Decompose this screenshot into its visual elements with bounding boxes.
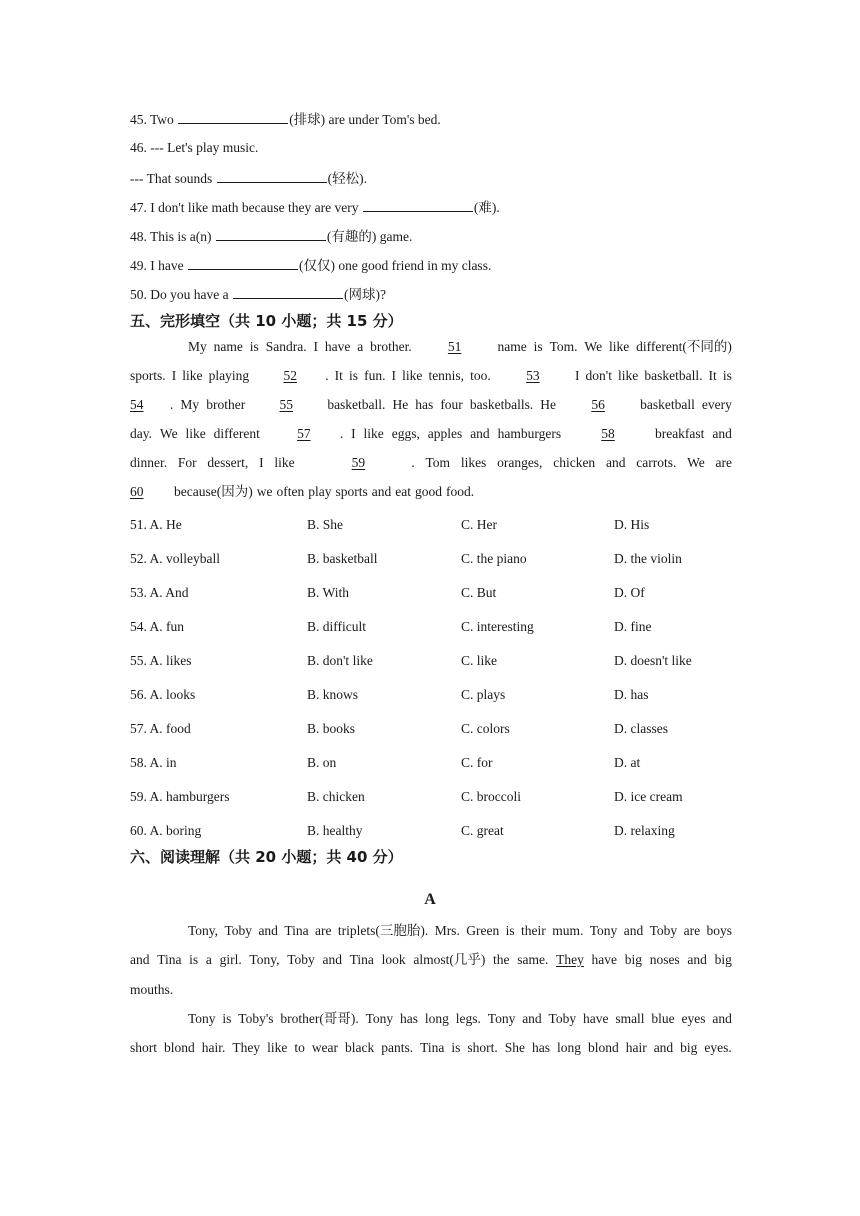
reading-word: They — [232, 1040, 261, 1055]
reading-word: and — [258, 923, 278, 938]
question-text: 49. I have — [130, 258, 187, 273]
reading-word: and — [653, 1040, 674, 1055]
reading-word: and — [322, 952, 342, 967]
question-49 — [130, 256, 491, 275]
answer-blank[interactable] — [188, 256, 298, 270]
option-choice[interactable]: B. books — [307, 721, 356, 736]
option-choice[interactable]: C. interesting — [461, 619, 534, 634]
reading-word: Tina — [349, 952, 374, 967]
cloze-line — [130, 483, 732, 501]
reading-word: Tina — [420, 1040, 445, 1055]
cloze-blank-54[interactable]: 54 — [130, 397, 144, 412]
reading-word: wear — [311, 1040, 339, 1055]
reading-word: is — [505, 923, 515, 938]
cloze-word: brother. — [370, 339, 412, 354]
option-choice[interactable]: D. His — [614, 517, 650, 532]
option-choice[interactable]: D. ice cream — [614, 789, 683, 804]
cloze-line — [130, 367, 732, 385]
option-row — [130, 652, 750, 670]
reading-word: is — [189, 952, 199, 967]
reading-word: like — [267, 1040, 288, 1055]
reading-word: mouths. — [130, 982, 174, 997]
cloze-word: is — [722, 368, 732, 383]
reading-word: and — [712, 1011, 732, 1026]
question-text: 50. Do you have a — [130, 287, 232, 302]
cloze-word: fun. — [364, 368, 386, 383]
cloze-word: I — [351, 426, 356, 441]
reading-word: Tony — [589, 923, 618, 938]
option-choice[interactable]: 57. A. food — [130, 721, 191, 736]
option-row — [130, 584, 750, 602]
question-46-response — [130, 169, 367, 188]
cloze-word: . — [325, 368, 329, 383]
cloze-word: and — [712, 426, 732, 441]
cloze-word: like — [402, 368, 423, 383]
reading-word: long — [424, 1011, 449, 1026]
reading-word: small — [615, 1011, 645, 1026]
option-choice[interactable]: 55. A. likes — [130, 653, 192, 668]
reading-word: Tina — [284, 923, 309, 938]
option-choice[interactable]: C. great — [461, 823, 504, 838]
cloze-blank-55[interactable]: 55 — [279, 397, 294, 412]
reading-word: have — [591, 952, 618, 967]
cloze-word: He — [540, 397, 557, 412]
cloze-word: apples — [427, 426, 463, 441]
cloze-line — [130, 338, 732, 356]
question-text: 45. Two — [130, 112, 178, 127]
option-choice[interactable]: B. healthy — [307, 823, 363, 838]
cloze-word: We — [159, 426, 178, 441]
cloze-word: and — [470, 426, 490, 441]
cloze-word: is — [533, 339, 543, 354]
reading-word: Tina — [157, 952, 182, 967]
option-choice[interactable]: 56. A. looks — [130, 687, 196, 702]
reading-word: blond — [587, 1040, 619, 1055]
section-heading-reading: 六、阅读理解（共 20 小题；共 40 分） — [130, 848, 403, 866]
cloze-word: name — [497, 339, 527, 354]
option-choice[interactable]: D. classes — [614, 721, 668, 736]
cloze-word: we — [256, 484, 273, 499]
cloze-word: have — [324, 339, 351, 354]
cloze-word: has — [415, 397, 434, 412]
option-row — [130, 550, 750, 568]
option-choice[interactable]: B. She — [307, 517, 344, 532]
cloze-word: because(因为) — [174, 484, 253, 499]
cloze-word: I — [259, 455, 264, 470]
cloze-word: are — [715, 455, 732, 470]
reading-word: are — [315, 923, 332, 938]
reading-word: and — [522, 1011, 542, 1026]
reading-word: girl. — [219, 952, 242, 967]
question-hint: (轻松). — [327, 171, 367, 186]
reading-word: their — [521, 923, 546, 938]
option-choice[interactable]: C. broccoli — [461, 789, 521, 804]
reading-word: They — [556, 952, 584, 967]
cloze-word: My — [180, 397, 200, 412]
reading-line — [130, 951, 732, 969]
reading-word: Toby — [224, 923, 253, 938]
reading-word: black — [345, 1040, 375, 1055]
option-choice[interactable]: B. don't like — [307, 653, 373, 668]
cloze-word: dessert, — [207, 455, 249, 470]
cloze-word: every — [701, 397, 732, 412]
question-text: 47. I don't like math because they are very — [130, 200, 362, 215]
cloze-word: is — [249, 339, 259, 354]
cloze-word: For — [177, 455, 197, 470]
question-48 — [130, 227, 412, 246]
cloze-word: too. — [470, 368, 491, 383]
reading-word: blond — [163, 1040, 195, 1055]
cloze-word: eggs, — [391, 426, 420, 441]
option-choice[interactable]: 54. A. fun — [130, 619, 184, 634]
cloze-line — [130, 396, 732, 414]
cloze-word: . — [411, 455, 415, 470]
question-47 — [130, 198, 500, 217]
cloze-word-group — [130, 396, 173, 414]
option-choice[interactable]: 52. A. volleyball — [130, 551, 220, 566]
cloze-word: name — [213, 339, 243, 354]
cloze-word: different — [213, 426, 260, 441]
cloze-word: like — [618, 368, 639, 383]
option-choice[interactable]: B. knows — [307, 687, 359, 702]
option-choice[interactable]: D. relaxing — [614, 823, 675, 838]
question-46 — [130, 139, 258, 157]
cloze-word: carrots. — [636, 455, 677, 470]
option-row — [130, 720, 750, 738]
option-choice[interactable]: D. the violin — [614, 551, 682, 566]
question-hint: (网球)? — [343, 287, 386, 302]
reading-line — [130, 1010, 732, 1028]
option-choice[interactable]: 51. A. He — [130, 517, 182, 532]
cloze-word: likes — [460, 455, 487, 470]
option-choice[interactable]: C. for — [461, 755, 493, 770]
answer-blank[interactable] — [216, 227, 326, 241]
question-hint: (排球) are under Tom's bed. — [289, 112, 441, 127]
reading-word: boys — [706, 923, 732, 938]
reading-word: and — [687, 952, 707, 967]
reading-word: Tony — [188, 1011, 216, 1026]
reading-word: is — [222, 1011, 232, 1026]
cloze-word: play — [308, 484, 332, 499]
option-choice[interactable]: 59. A. hamburgers — [130, 789, 230, 804]
option-choice[interactable]: B. With — [307, 585, 349, 600]
option-choice[interactable]: C. plays — [461, 687, 506, 702]
reading-word: a — [205, 952, 212, 967]
cloze-word: and — [605, 455, 626, 470]
option-choice[interactable]: B. difficult — [307, 619, 366, 634]
cloze-word: basketballs. — [469, 397, 534, 412]
reading-word: pants. — [381, 1040, 414, 1055]
cloze-word: Sandra. — [265, 339, 307, 354]
reading-word: to — [294, 1040, 305, 1055]
cloze-word: don't — [585, 368, 612, 383]
cloze-word: basketball — [640, 397, 695, 412]
reading-line — [130, 922, 732, 940]
option-choice[interactable]: B. basketball — [307, 551, 378, 566]
reading-word: big — [714, 952, 732, 967]
cloze-word: tennis, — [428, 368, 465, 383]
cloze-blank-56[interactable]: 56 — [591, 397, 605, 412]
option-choice[interactable]: D. doesn't like — [614, 653, 692, 668]
cloze-word: like — [363, 426, 384, 441]
option-choice[interactable]: C. Her — [461, 517, 497, 532]
cloze-word: . — [339, 426, 344, 441]
option-choice[interactable]: C. like — [461, 653, 497, 668]
cloze-word: breakfast — [654, 426, 705, 441]
reading-word: the — [493, 952, 510, 967]
reading-word: and — [623, 923, 644, 938]
option-choice[interactable]: C. the piano — [461, 551, 527, 566]
answer-blank[interactable] — [233, 285, 343, 299]
reading-word: Toby — [287, 952, 315, 967]
reading-word: hair. — [201, 1040, 226, 1055]
option-choice[interactable]: C. colors — [461, 721, 510, 736]
reading-word: short — [130, 1040, 157, 1055]
cloze-word: . — [170, 397, 174, 412]
cloze-blank-59[interactable]: 59 — [351, 455, 366, 470]
cloze-word: brother — [206, 397, 246, 412]
option-choice[interactable]: B. on — [307, 755, 337, 770]
reading-word: blue — [651, 1011, 675, 1026]
cloze-word: good — [414, 484, 442, 499]
reading-word: are — [683, 923, 701, 938]
question-hint: (仅仅) one good friend in my class. — [298, 258, 492, 273]
cloze-word: It — [708, 368, 717, 383]
cloze-word: different(不同的) — [636, 339, 732, 354]
reading-word: short. — [467, 1040, 498, 1055]
reading-word: She — [504, 1040, 525, 1055]
option-choice[interactable]: D. has — [614, 687, 649, 702]
cloze-word-group — [268, 425, 343, 443]
question-45 — [130, 110, 441, 129]
cloze-word: Tom. — [549, 339, 578, 354]
reading-word: Tony — [487, 1011, 516, 1026]
cloze-word: My — [188, 339, 207, 354]
reading-word: same. — [517, 952, 549, 967]
reading-word: big — [680, 1040, 698, 1055]
option-row — [130, 686, 750, 704]
cloze-word: oranges, — [497, 455, 543, 470]
cloze-blank-57[interactable]: 57 — [297, 426, 311, 441]
cloze-word: Tom — [425, 455, 451, 470]
option-choice[interactable]: B. chicken — [307, 789, 365, 804]
reading-word: look — [381, 952, 406, 967]
cloze-word: often — [276, 484, 305, 499]
cloze-word: day. — [130, 426, 152, 441]
cloze-line — [130, 425, 732, 443]
cloze-word: chicken — [553, 455, 596, 470]
section-heading-cloze: 五、完形填空（共 10 小题；共 15 分） — [130, 312, 403, 330]
cloze-word: I — [391, 368, 397, 383]
option-row — [130, 516, 750, 534]
cloze-word: hamburgers — [497, 426, 562, 441]
option-row — [130, 822, 750, 840]
answer-blank[interactable] — [217, 169, 327, 183]
cloze-word: dinner. — [130, 455, 168, 470]
question-text: 48. This is a(n) — [130, 229, 215, 244]
option-choice[interactable]: C. But — [461, 585, 497, 600]
cloze-word: basketball. — [644, 368, 703, 383]
reading-word: Toby — [548, 1011, 577, 1026]
cloze-blank-60[interactable]: 60 — [130, 484, 144, 499]
cloze-word: I — [171, 368, 177, 383]
cloze-word: sports — [335, 484, 368, 499]
question-hint: (难). — [473, 200, 500, 215]
option-row — [130, 788, 750, 806]
reading-word: long — [556, 1040, 581, 1055]
cloze-word: We — [584, 339, 603, 354]
option-choice[interactable]: D. fine — [614, 619, 652, 634]
cloze-word-group — [255, 367, 328, 385]
cloze-word: four — [440, 397, 463, 412]
cloze-word: We — [687, 455, 705, 470]
cloze-word: like — [608, 339, 630, 354]
reading-word: hair — [625, 1040, 647, 1055]
passage-title: A — [424, 891, 436, 908]
cloze-blank-53[interactable]: 53 — [526, 368, 540, 383]
reading-word: eyes — [681, 1011, 706, 1026]
reading-word: Mrs. — [434, 923, 460, 938]
reading-word: have — [582, 1011, 609, 1026]
question-text: 46. --- Let's play music. — [130, 140, 259, 155]
question-hint: (有趣的) game. — [326, 229, 413, 244]
answer-blank[interactable] — [178, 110, 288, 124]
cloze-blank-58[interactable]: 58 — [601, 426, 615, 441]
reading-word: and — [130, 952, 150, 967]
cloze-word: and — [371, 484, 392, 499]
answer-blank[interactable] — [363, 198, 473, 212]
cloze-blank-51[interactable]: 51 — [447, 339, 462, 354]
cloze-word: It — [334, 368, 343, 383]
reading-word: almost(几乎) — [413, 952, 486, 967]
option-row — [130, 754, 750, 772]
cloze-word: a — [357, 339, 364, 354]
reading-word: Toby — [649, 923, 678, 938]
reading-word: Toby's — [238, 1011, 274, 1026]
option-choice[interactable]: 53. A. And — [130, 585, 189, 600]
cloze-word: is — [348, 368, 358, 383]
reading-word: legs. — [455, 1011, 481, 1026]
cloze-word: sports. — [130, 368, 166, 383]
reading-line — [130, 1039, 732, 1057]
reading-word: Tony, — [188, 923, 219, 938]
question-text: --- That sounds — [130, 171, 216, 186]
cloze-word: like — [274, 455, 295, 470]
reading-word: big — [624, 952, 642, 967]
question-50 — [130, 285, 386, 304]
cloze-word: food. — [445, 484, 475, 499]
reading-word: triplets(三胞胎). — [337, 923, 429, 938]
option-choice[interactable]: 58. A. in — [130, 755, 177, 770]
reading-line — [130, 981, 732, 999]
cloze-word: He — [392, 397, 409, 412]
cloze-word-group — [305, 454, 414, 472]
reading-word: Tony — [365, 1011, 394, 1026]
option-choice[interactable]: 60. A. boring — [130, 823, 202, 838]
reading-word: eyes. — [704, 1040, 732, 1055]
reading-word: mum. — [552, 923, 584, 938]
cloze-blank-52[interactable]: 52 — [283, 368, 297, 383]
reading-word: is — [451, 1040, 461, 1055]
reading-word: Green — [466, 923, 500, 938]
cloze-word: I — [313, 339, 318, 354]
cloze-word: I — [574, 368, 580, 383]
option-choice[interactable]: D. Of — [614, 585, 645, 600]
reading-word: has — [531, 1040, 550, 1055]
cloze-word: basketball. — [327, 397, 386, 412]
option-choice[interactable]: D. at — [614, 755, 641, 770]
reading-word: brother(哥哥). — [280, 1011, 359, 1026]
reading-word: has — [400, 1011, 419, 1026]
cloze-word: playing — [208, 368, 250, 383]
reading-word: Tony, — [249, 952, 280, 967]
option-row — [130, 618, 750, 636]
cloze-word: like — [182, 368, 203, 383]
cloze-word: eat — [395, 484, 411, 499]
cloze-line — [130, 454, 732, 472]
cloze-word: like — [185, 426, 206, 441]
reading-word: noses — [649, 952, 680, 967]
